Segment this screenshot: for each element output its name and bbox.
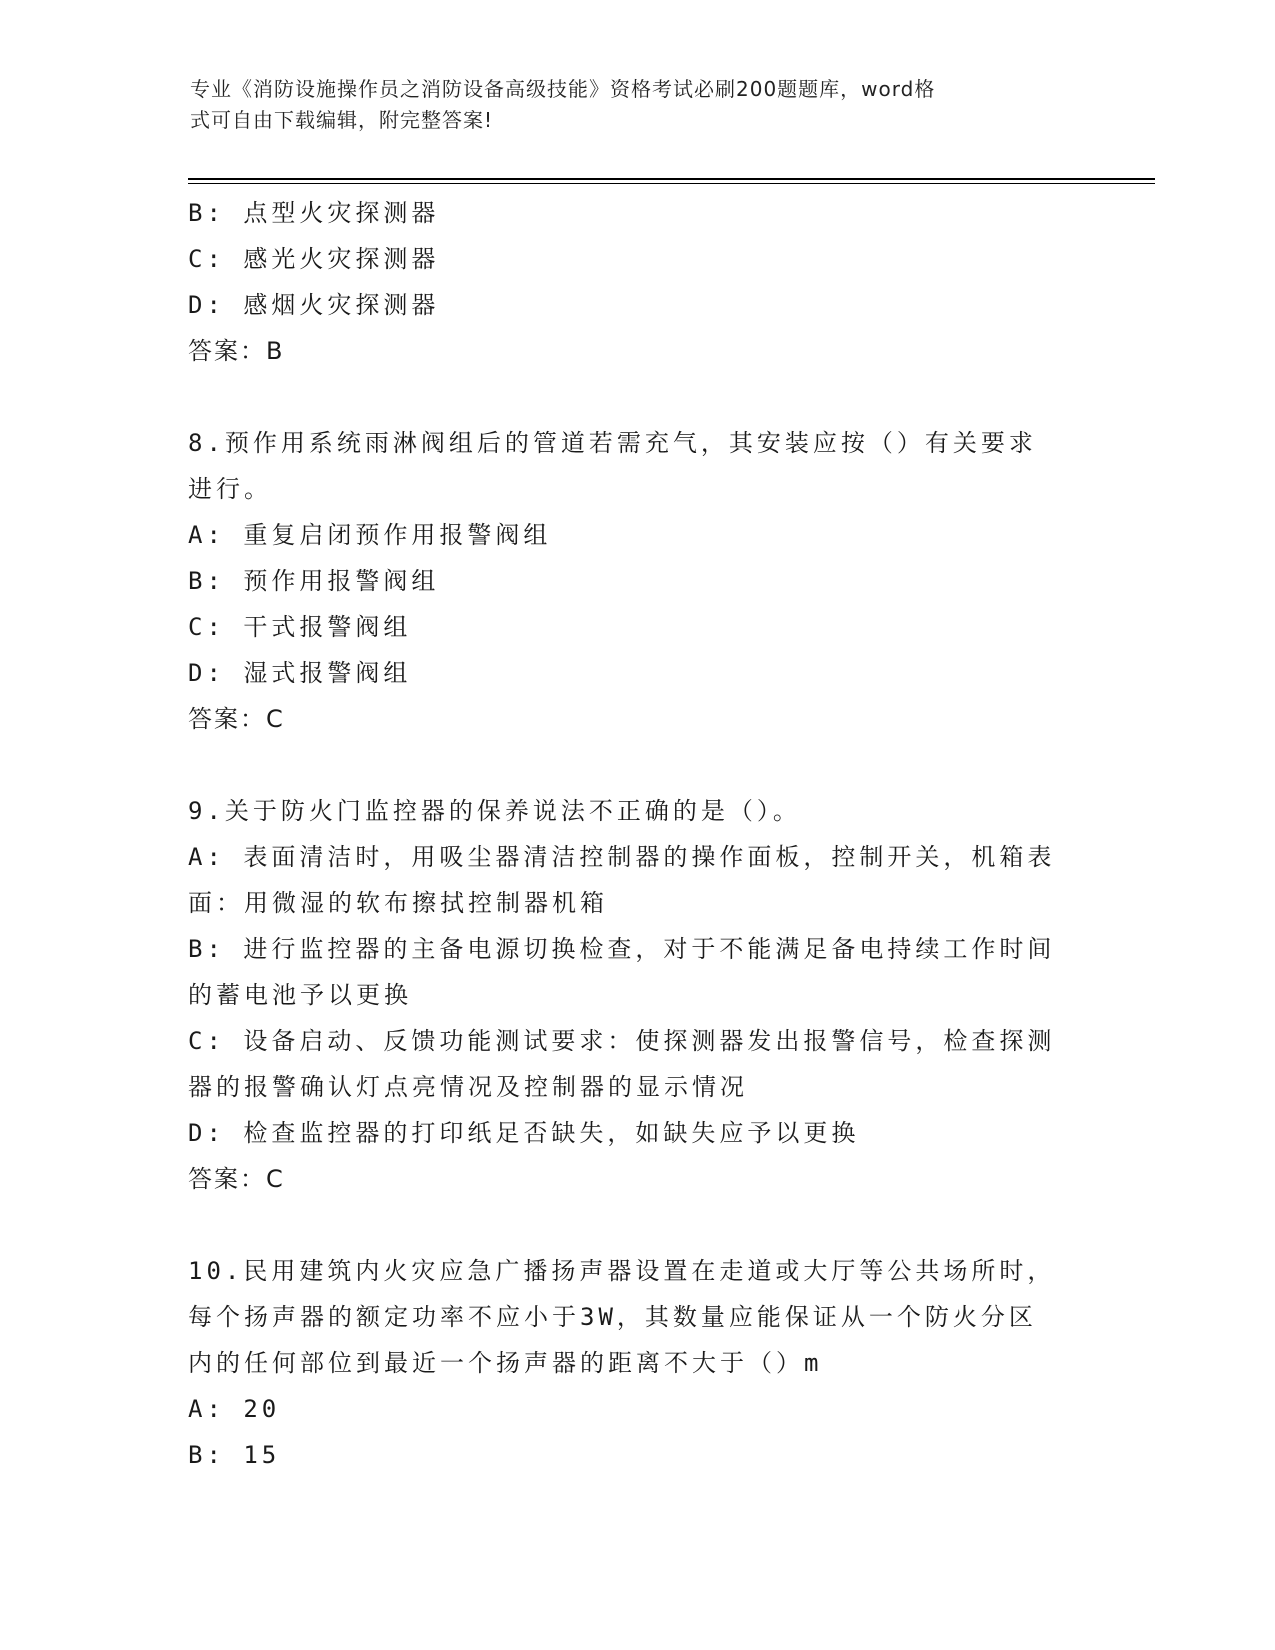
option-a-continued: 面：用微湿的软布擦拭控制器机箱 (188, 889, 608, 917)
option-b: B: 预作用报警阀组 (188, 567, 440, 595)
question-block (188, 788, 1088, 1202)
option-a: A: 20 (188, 1395, 281, 1423)
question-stem: 9.关于防火门监控器的保养说法不正确的是（）。 (188, 797, 801, 825)
option-c: C: 干式报警阀组 (188, 613, 412, 641)
question-block (188, 190, 1088, 374)
option-d: D: 感烟火灾探测器 (188, 291, 440, 319)
header-divider-thin (188, 183, 1155, 184)
option-d: D: 湿式报警阀组 (188, 659, 412, 687)
header-line: 专业《消防设施操作员之消防设备高级技能》资格考试必刷200题题库，word格 (190, 77, 936, 101)
option-c: C: 设备启动、反馈功能测试要求：使探测器发出报警信号，检查探测 (188, 1027, 1056, 1055)
question-block (188, 1248, 1088, 1478)
option-b: B: 点型火灾探测器 (188, 199, 440, 227)
question-stem: 进行。 (188, 475, 272, 503)
question-stem: 8.预作用系统雨淋阀组后的管道若需充气，其安装应按（）有关要求 (188, 429, 1037, 457)
question-stem: 10.民用建筑内火灾应急广播扬声器设置在走道或大厅等公共场所时， (188, 1257, 1056, 1285)
header-line: 式可自由下载编辑，附完整答案! (190, 108, 494, 132)
question-block (188, 420, 1088, 742)
answer-line: 答案：B (188, 337, 285, 365)
document-header (190, 74, 1070, 136)
option-b-continued: 的蓄电池予以更换 (188, 981, 412, 1009)
option-d: D: 检查监控器的打印纸足否缺失，如缺失应予以更换 (188, 1119, 860, 1147)
option-a: A: 重复启闭预作用报警阀组 (188, 521, 552, 549)
spacer (188, 742, 1088, 788)
option-a: A: 表面清洁时，用吸尘器清洁控制器的操作面板，控制开关，机箱表 (188, 843, 1056, 871)
option-b: B: 进行监控器的主备电源切换检查，对于不能满足备电持续工作时间 (188, 935, 1056, 963)
question-stem: 每个扬声器的额定功率不应小于3W，其数量应能保证从一个防火分区 (188, 1303, 1037, 1331)
answer-line: 答案：C (188, 705, 285, 733)
header-divider-thick (188, 178, 1155, 180)
question-list (188, 190, 1088, 1478)
spacer (188, 374, 1088, 420)
spacer (188, 1202, 1088, 1248)
answer-line: 答案：C (188, 1165, 285, 1193)
option-b: B: 15 (188, 1441, 281, 1469)
option-c: C: 感光火灾探测器 (188, 245, 440, 273)
option-c-continued: 器的报警确认灯点亮情况及控制器的显示情况 (188, 1073, 748, 1101)
question-stem: 内的任何部位到最近一个扬声器的距离不大于（）m (188, 1349, 823, 1377)
